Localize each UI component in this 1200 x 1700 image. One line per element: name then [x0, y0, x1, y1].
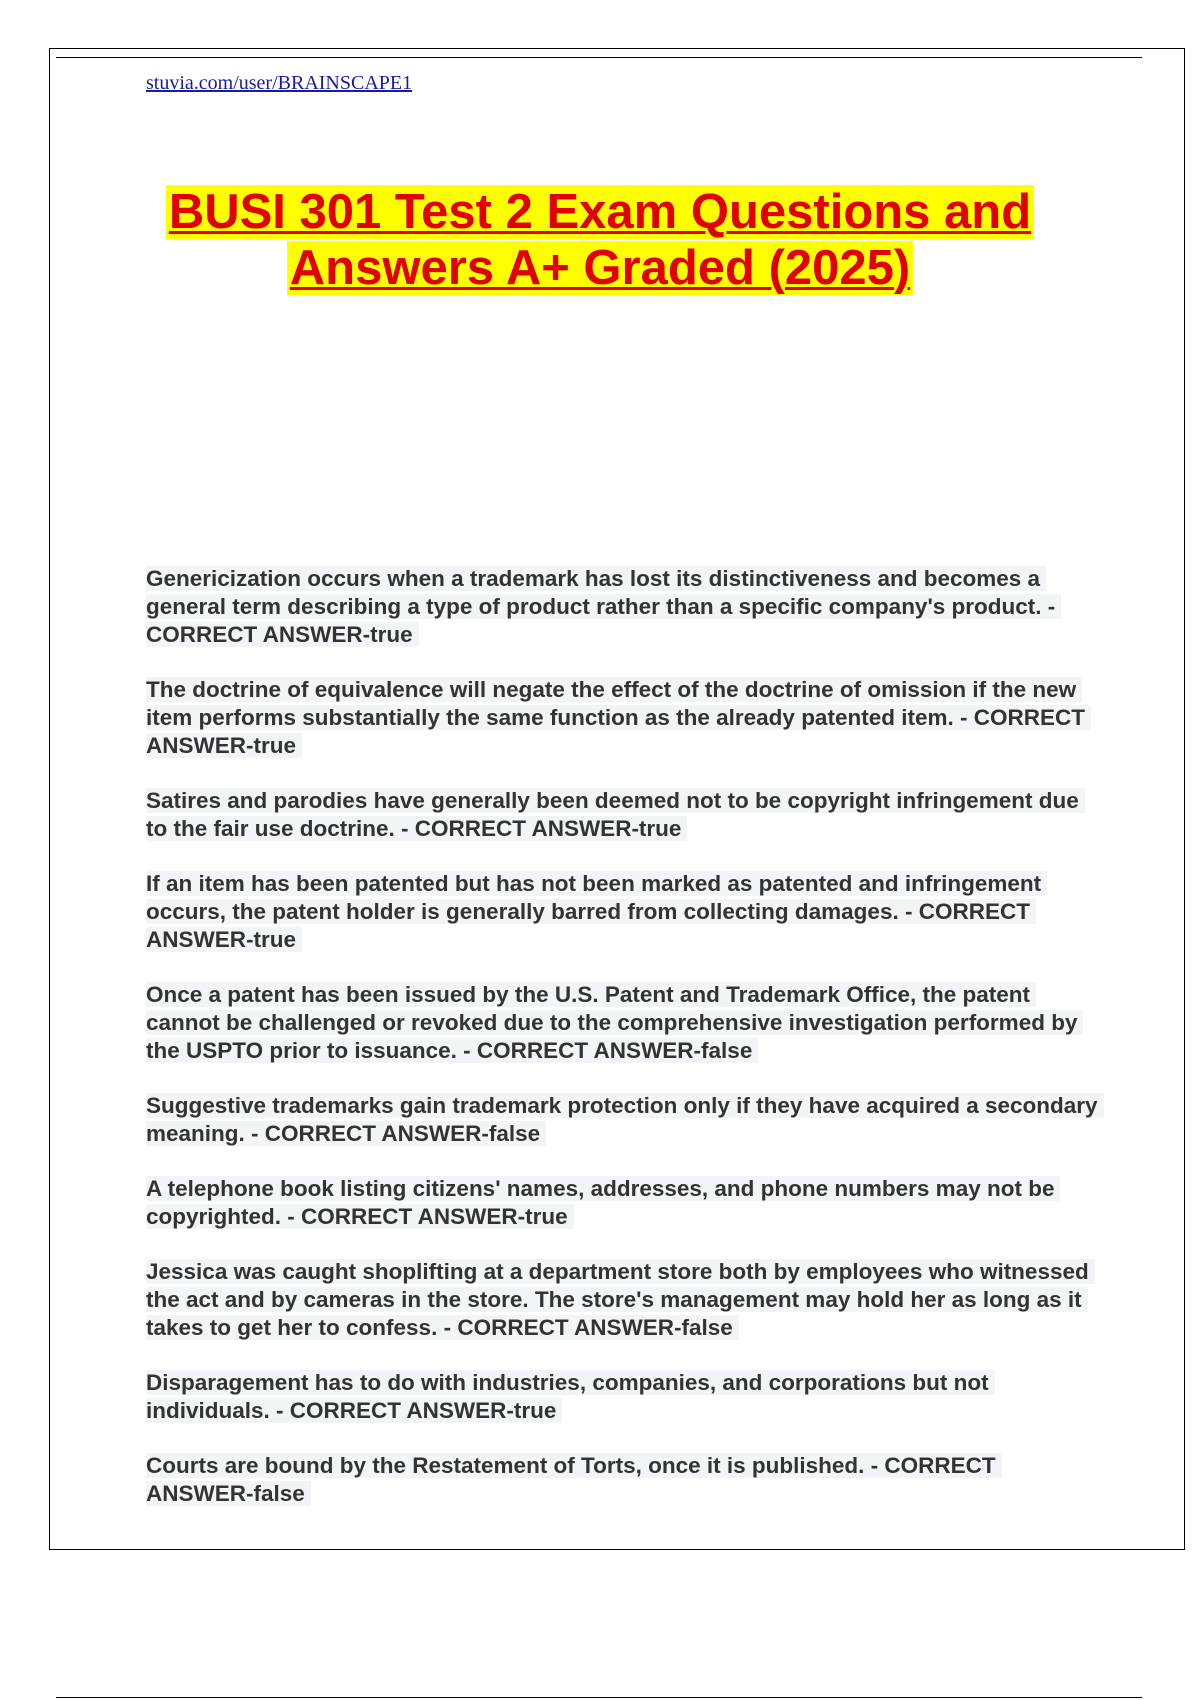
- question-item: [146, 676, 1106, 760]
- question-text: Suggestive trademarks gain trademark protection only if they have acquired a secondary meaning. - CORRECT ANSWER-false: [146, 1093, 1104, 1146]
- question-text: The doctrine of equivalence will negate the effect of the doctrine of omission if the new item performs substantially the same function as the already patented item. - CORRECT ANSWER-true: [146, 677, 1091, 758]
- header-rule: [56, 57, 1142, 58]
- question-text: Disparagement has to do with industries, companies, and corporations but not individuals. - CORRECT ANSWER-true: [146, 1370, 995, 1423]
- title-line-1: BUSI 301 Test 2 Exam Questions and: [166, 185, 1034, 239]
- question-item: [146, 870, 1106, 954]
- question-text: Satires and parodies have generally been deemed not to be copyright infringement due to the fair use doctrine. - CORRECT ANSWER-true: [146, 788, 1085, 841]
- footer-rule: [56, 1697, 1142, 1698]
- question-item: [146, 1369, 1106, 1425]
- question-text: Courts are bound by the Restatement of Torts, once it is published. - CORRECT ANSWER-false: [146, 1453, 1002, 1506]
- question-item: [146, 1092, 1106, 1148]
- question-list: [146, 565, 1106, 1535]
- question-item: [146, 1175, 1106, 1231]
- question-text: A telephone book listing citizens' names, addresses, and phone numbers may not be copyrighted. - CORRECT ANSWER-true: [146, 1176, 1060, 1229]
- question-item: [146, 565, 1106, 649]
- question-item: [146, 1258, 1106, 1342]
- question-item: [146, 981, 1106, 1065]
- question-text: If an item has been patented but has not been marked as patented and infringement occurs, the patent holder is generally barred from collecting damages. - CORRECT ANSWER-true: [146, 871, 1047, 952]
- question-text: Jessica was caught shoplifting at a department store both by employees who witnessed the act and by cameras in the store. The store's management may hold her as long as it takes to get her to confess. - CORRECT ANSWER-false: [146, 1259, 1095, 1340]
- question-text: Genericization occurs when a trademark has lost its distinctiveness and becomes a general term describing a type of product rather than a specific company's product. - CORRECT ANSWER-true: [146, 566, 1061, 647]
- source-link[interactable]: stuvia.com/user/BRAINSCAPE1: [146, 72, 413, 94]
- question-text: Once a patent has been issued by the U.S. Patent and Trademark Office, the patent cannot be challenged or revoked due to the comprehensive investigation performed by the USPTO prior to issuance. - CORRECT ANSWER-false: [146, 982, 1083, 1063]
- question-item: [146, 1452, 1106, 1508]
- document-title: [100, 184, 1100, 296]
- title-line-2: Answers A+ Graded (2025): [287, 241, 913, 295]
- question-item: [146, 787, 1106, 843]
